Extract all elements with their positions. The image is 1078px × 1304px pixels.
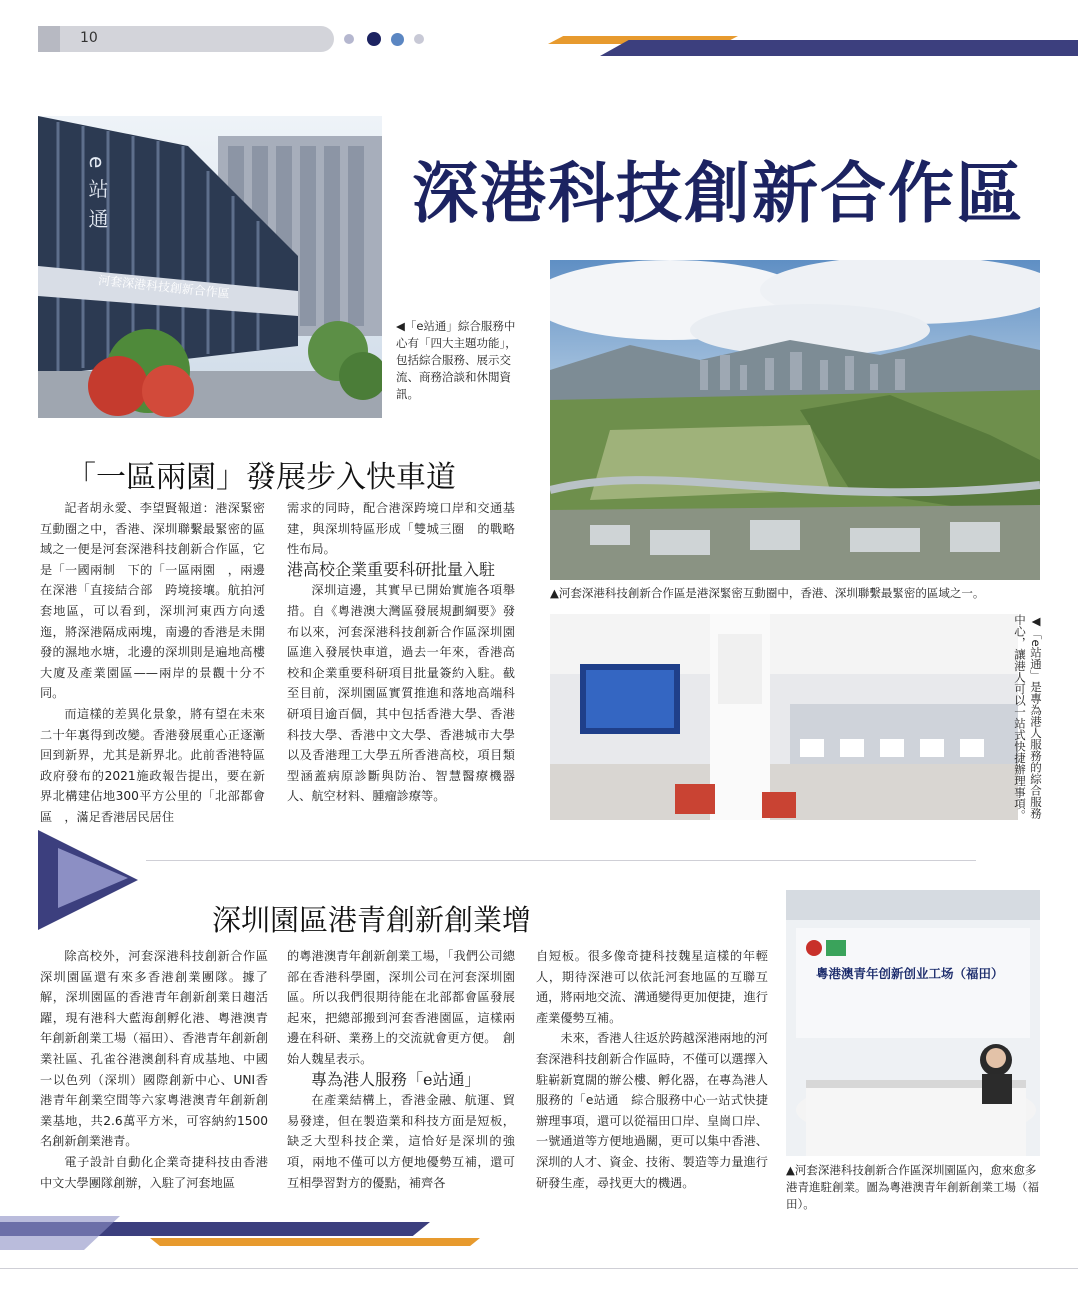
section1-subheading: 港高校企業重要科研批量入駐: [287, 559, 496, 579]
caption-workshop: ▲河套深港科技創新合作區深圳園區內，愈來愈多港青進駐創業。圖為粵港澳青年創新創業工場（福田）。: [786, 1163, 1039, 1211]
building-photo: [38, 116, 382, 418]
footer-line: [0, 1268, 1078, 1269]
page-title: 深港科技創新合作區: [412, 154, 1024, 232]
building-sign: 河套深港科技創新合作區: [97, 273, 231, 301]
caption-aerial: ▲河套深港科技創新合作區是港深緊密互動圈中，香港、深圳聯繫最緊密的區域之一。: [550, 586, 985, 600]
section1-col1-paragraph: 記者胡永愛、李望賢報道：港深緊密互動圈之中，香港、深圳聯繫最緊密的區域之一便是河套深港科技創新合作區，它是「一國兩制 下的「一區兩園 ，兩邊在深港「直接結合部 跨境接壤。航拍河套地區，可以看到，深圳河東西方向逶迤，將深港隔成兩塊，南邊的香港是未開發的濕地水塘，北邊的深圳則是遍地高樓大廈及產業園區——兩岸的景觀十分不同。: [40, 501, 265, 701]
workshop-sign: 粵港澳青年创新创业工场（福田）: [816, 966, 1004, 981]
workshop-photo: [786, 890, 1040, 1156]
section2-col2-paragraph: 在產業結構上，香港金融、航運、貿易發達，但在製造業和科技方面是短板，缺乏大型科技企業，這恰好是深圳的強項，兩地不僅可以方便地優勢互補，還可互相學習對方的優點，補齊各: [287, 1093, 515, 1190]
section2-subheading: 專為港人服務「e站通」: [311, 1069, 481, 1089]
section1-column-2: [287, 498, 515, 807]
aerial-photo: [550, 260, 1040, 580]
section2-col2-paragraph: 的粵港澳青年創新創業工場，「我們公司總部在香港科學園，深圳公司在河套深圳園區。所以我們很期待能在北部都會區發展起來，把總部搬到河套香港園區，這樣兩邊在科研、業務上的交流就會更方便。 創始人魏星表示。: [287, 949, 515, 1066]
section-divider: [146, 860, 976, 861]
decor-dot: [414, 34, 424, 44]
section1-title: 「一區兩園」發展步入快車道: [66, 460, 456, 495]
section1-col1-paragraph: 而這樣的差異化景象，將有望在未來二十年裏得到改變。香港發展重心正逐漸回到新界，尤其是新界北。此前香港特區政府發布的2021施政報告提出，要在新界北構建佔地300平方公里的「北部都會區 ，滿足香港居民居住: [40, 706, 265, 824]
section2-column-3: [536, 946, 768, 1193]
section2-column-2: [287, 946, 515, 1193]
caption-service-hall: ◀「e站通」是專為港人服務的綜合服務中心，讓港人可以一站式快捷辦理事項。: [1013, 614, 1043, 821]
section2-title: 深圳園區港青創新創業增: [212, 903, 532, 937]
section2-col3-paragraph: 未來，香港人往返於跨越深港兩地的河套深港科技創新合作區時，不僅可以選擇入駐嶄新寬闊的辦公樓、孵化器，在專為港人服務的「e站通 綜合服務中心一站式快捷辦理事項，還可以從福田口岸、皇崗口岸、一號通道等方便地過關，更可以集中香港、深圳的人才、資金、技術、製造等力量進行研發生產，尋找更大的機遇。: [536, 1031, 768, 1190]
section1-col2-paragraph: 需求的同時，配合港深跨境口岸和交通基建，與深圳特區形成「雙城三圈 的戰略性布局。: [287, 501, 515, 557]
footer-stripe-lavender: [0, 1216, 120, 1250]
header-stripe-purple: [600, 40, 1078, 56]
section1-column-1: [40, 498, 265, 828]
section2-col1-paragraph: 除高校外，河套深港科技創新合作區深圳園區還有來多香港創業團隊。據了解，深圳園區的香港青年創新創業日趨活躍，現有港科大藍海創孵化港、粵港澳青年創新創業工場（福田）、香港青年創新創業社區、孔雀谷港澳創科育成基地、中國一以色列（深圳）國際創新中心、UNI香港青年創業空間等六家粵港澳青年創新創業基地，共2.6萬平方米，可容納約1500名創新創業港青。: [40, 949, 268, 1149]
header-tab: [38, 26, 60, 52]
caption-building: ◀「e站通」綜合服務中心有「四大主題功能」，包括綜合服務、展示交流、商務洽談和休閒資訊。: [396, 319, 517, 401]
footer-stripe-orange: [150, 1238, 480, 1246]
decor-dot: [367, 32, 381, 46]
section2-col3-paragraph: 自短板。很多像奇捷科技魏星這樣的年輕人，期待深港可以依託河套地區的互聯互通，將兩地交流、溝通變得更加便捷，進行產業優勢互補。: [536, 949, 768, 1025]
section2-col1-paragraph: 電子設計自動化企業奇捷科技由香港中文大學團隊創辦，入駐了河套地區: [40, 1154, 268, 1190]
page-number: 10: [80, 30, 98, 46]
decor-dot: [391, 33, 404, 46]
section1-col2-paragraph: 深圳這邊，其實早已開始實施各項舉措。自《粵港澳大灣區發展規劃綱要》發布以來，河套深港科技創新合作區深圳園區進入發展快車道，過去一年來，香港高校和企業重要科研項目批量簽約入駐。截至目前，深圳園區實質推進和落地高端科研項目逾百個，其中包括香港大學、香港科技大學、香港中文大學、香港城市大學以及香港理工大學五所香港高校，項目類型涵蓋病原診斷與防治、智慧醫療機器人、航空材料、腫瘤診療等。: [287, 583, 515, 804]
section2-column-1: [40, 946, 268, 1193]
decor-dot: [344, 34, 354, 44]
service-hall-photo: [550, 614, 1018, 820]
building-vertical-sign: e站通: [85, 156, 109, 239]
